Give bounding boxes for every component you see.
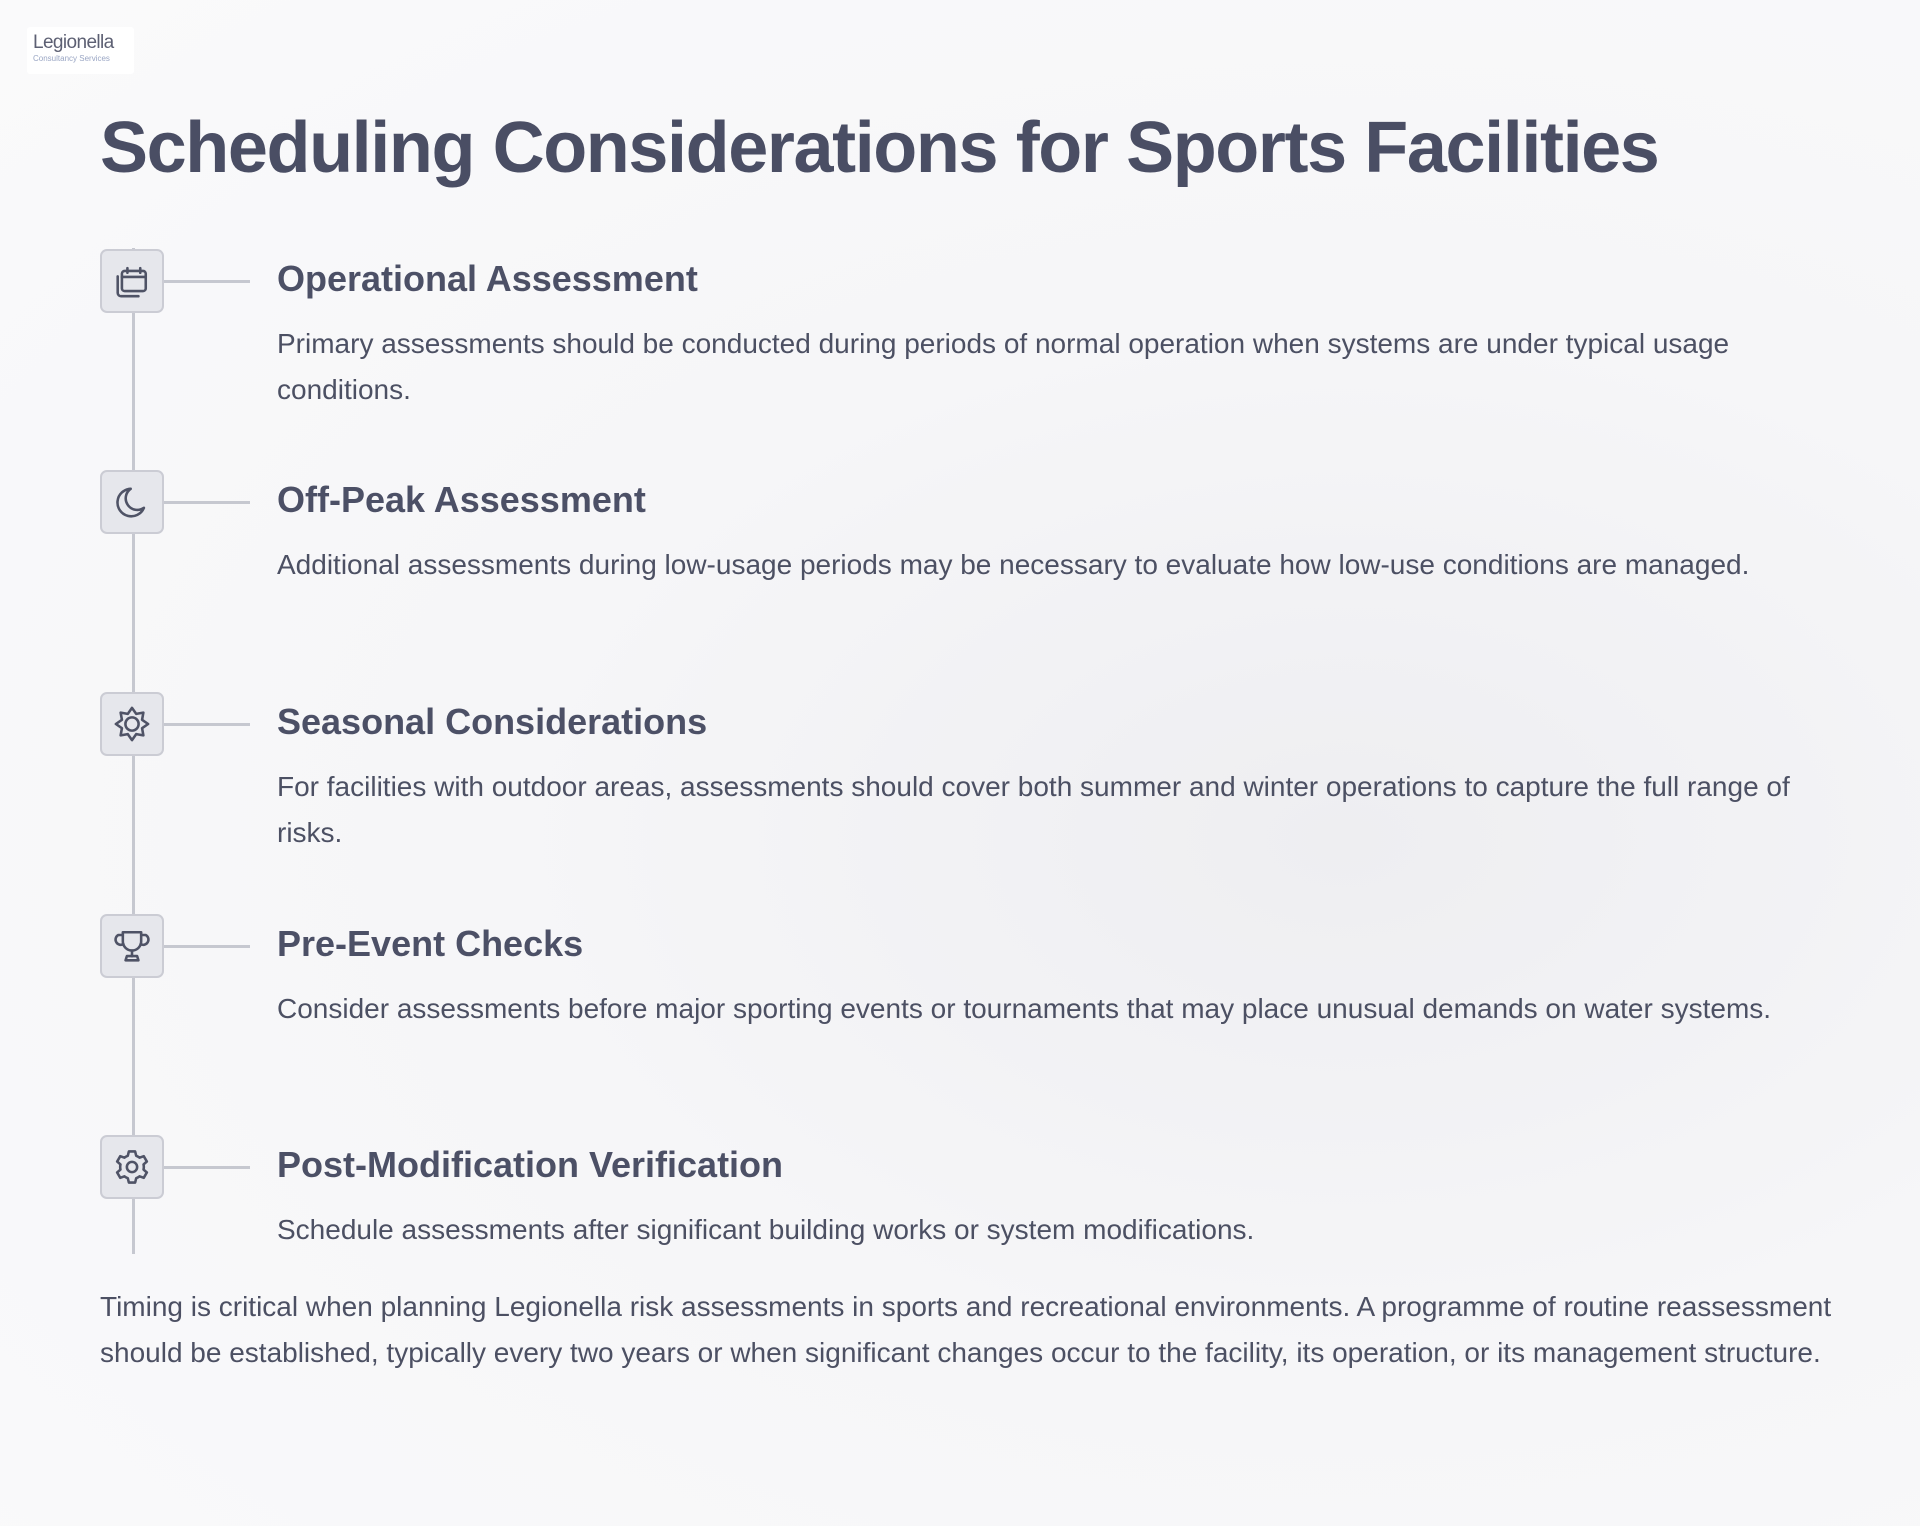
step-title: Off-Peak Assessment <box>277 479 646 520</box>
logo <box>27 27 134 74</box>
step-connector <box>164 501 250 504</box>
calendar-icon <box>100 249 164 313</box>
page-title: Scheduling Considerations for Sports Facilities <box>100 108 1659 188</box>
gear-icon <box>100 1135 164 1199</box>
logo-name: Legionella <box>33 32 114 53</box>
step-description: Additional assessments during low-usage periods may be necessary to evaluate how low-use conditions are managed. <box>277 549 1750 580</box>
step-description: Schedule assessments after significant building works or system modifications. <box>277 1214 1255 1245</box>
step-description: Primary assessments should be conducted during periods of normal operation when systems are under typical usage conditions. <box>277 328 1730 405</box>
summary-paragraph: Timing is critical when planning Legionella risk assessments in sports and recreational environments. A programme of routine reassessment should be established, typically every two years or when significant changes occur to the facility, its operation, or its management structure. <box>100 1291 1832 1368</box>
step-title: Operational Assessment <box>277 258 698 299</box>
step-title: Seasonal Considerations <box>277 701 708 742</box>
logo-tagline: Consultancy Services <box>33 54 110 63</box>
step-title: Pre-Event Checks <box>277 923 584 964</box>
moon-icon <box>100 470 164 534</box>
step-connector <box>164 280 250 283</box>
step-connector <box>164 945 250 948</box>
step-description: Consider assessments before major sporting events or tournaments that may place unusual demands on water systems. <box>277 993 1772 1024</box>
step-title: Post-Modification Verification <box>277 1144 784 1185</box>
step-description: For facilities with outdoor areas, assessments should cover both summer and winter operations to capture the full range of risks. <box>277 771 1790 848</box>
sun-icon <box>100 692 164 756</box>
trophy-icon <box>100 914 164 978</box>
step-connector <box>164 1166 250 1169</box>
step-connector <box>164 723 250 726</box>
